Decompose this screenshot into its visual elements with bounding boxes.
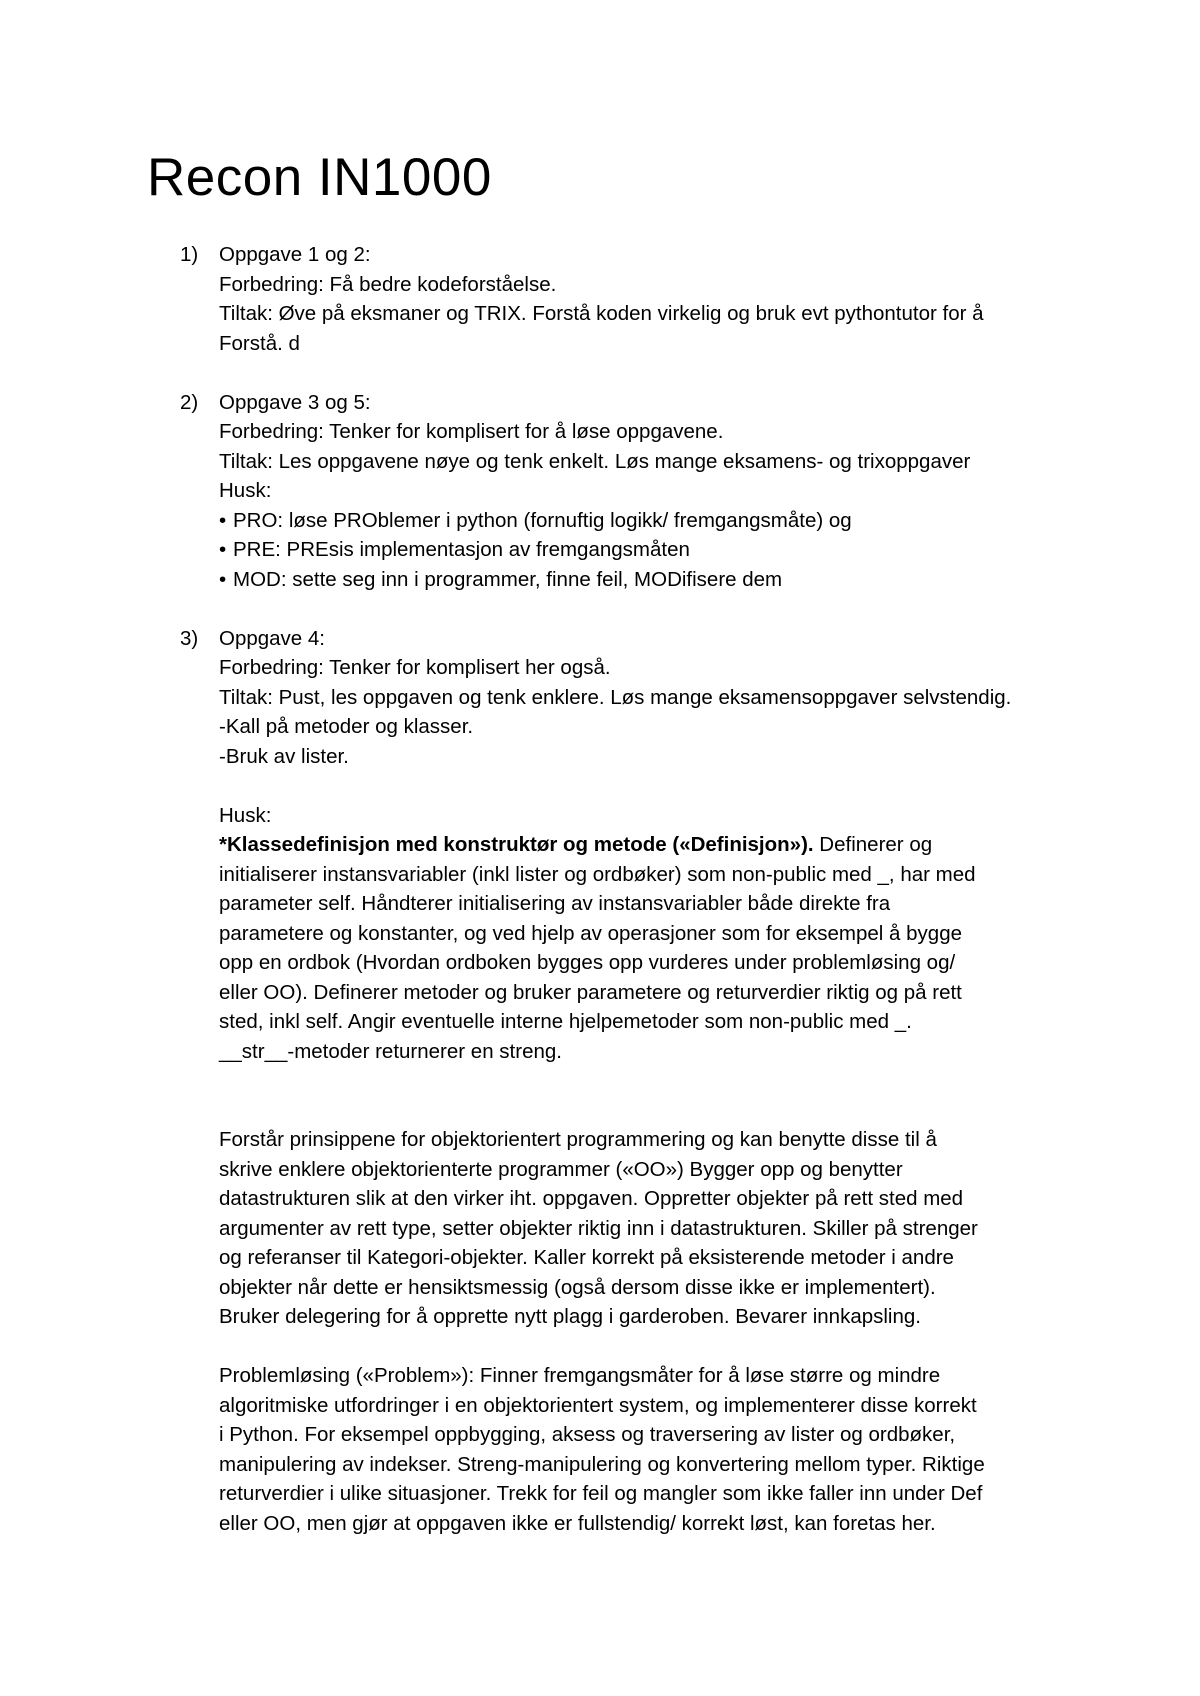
list-item-3 [180, 624, 1080, 1539]
definition-paragraph [219, 830, 1080, 1066]
list-item-2 [180, 388, 1080, 595]
oo-text-line: datastrukturen slik at den virker iht. oppgaven. Oppretter objekter på rett sted med [219, 1187, 964, 1210]
problem-text-line: eller OO, men gjør at oppgaven ikke er fullstendig/ korrekt løst, kan foretas her. [219, 1511, 936, 1535]
problem-text-line: algoritmiske utfordringer i en objektorientert system, og implementerer disse korrekt [219, 1393, 977, 1417]
task-heading: Oppgave 3 og 5: [219, 390, 371, 414]
definition-text-line: parameter self. Håndterer initialisering av instansvariabler både direkte fra [219, 892, 891, 915]
list-number: 3) [180, 626, 199, 650]
action-line: Tiltak: Les oppgavene nøye og tenk enkelt. Løs mange eksamens- og trixoppgaver [219, 449, 971, 473]
action-detail: -Bruk av lister. [219, 744, 349, 768]
spacer [219, 771, 1080, 801]
numbered-list [180, 240, 1080, 1538]
improvement-line: Forbedring: Tenker for komplisert her også. [219, 656, 611, 679]
action-line-continued: Forstå. d [219, 331, 300, 355]
oo-text-line: skrive enklere objektorienterte programmer («OO») Bygger opp og benytter [219, 1157, 903, 1181]
bullet-icon: • [219, 538, 227, 561]
oo-text-line: Bruker delegering for å opprette nytt plagg i garderoben. Bevarer innkapsling. [219, 1305, 921, 1328]
bullet-item [219, 535, 1080, 565]
bullet-text: PRE: PREsis implementasjon av fremgangsmåten [233, 538, 690, 561]
improvement-line: Forbedring: Tenker for komplisert for å løse oppgavene. [219, 420, 724, 443]
action-detail: -Kall på metoder og klasser. [219, 715, 474, 738]
definition-text-line: initialiserer instansvariabler (inkl lister og ordbøker) som non-public med _, har med [219, 862, 976, 886]
oo-text-line: objekter når dette er hensiktsmessig (også dersom disse ikke er implementert). [219, 1275, 936, 1299]
list-item-content [219, 388, 1080, 595]
definition-text-line: sted, inkl self. Angir eventuelle interne hjelpemetoder som non-public med _. [219, 1010, 912, 1033]
problem-text-line: i Python. For eksempel oppbygging, aksess og traversering av lister og ordbøker, [219, 1423, 956, 1446]
oo-paragraph [219, 1125, 1080, 1332]
spacer [219, 1332, 1080, 1362]
definition-text-line: __str__-metoder returnerer en streng. [219, 1039, 562, 1063]
definition-heading: *Klassedefinisjon med konstruktør og metode («Definisjon»). [219, 833, 814, 856]
bullet-item [219, 565, 1080, 595]
problem-paragraph [219, 1361, 1080, 1538]
definition-text-line: eller OO). Definerer metoder og bruker parametere og returverdier riktig og på rett [219, 980, 962, 1004]
task-heading: Oppgave 4: [219, 626, 325, 650]
bullet-icon: • [219, 567, 227, 591]
list-number: 2) [180, 390, 199, 414]
action-line: Tiltak: Øve på eksmaner og TRIX. Forstå koden virkelig og bruk evt pythontutor for å [219, 302, 984, 325]
oo-text-line: Forstår prinsippene for objektorientert programmering og kan benytte disse til å [219, 1128, 937, 1151]
oo-text-line: argumenter av rett type, setter objekter riktig inn i datastrukturen. Skiller på strenger [219, 1216, 978, 1240]
action-line: Tiltak: Pust, les oppgaven og tenk enklere. Løs mange eksamensoppgaver selvstendig. [219, 685, 1012, 709]
definition-text-line: opp en ordbok (Hvordan ordboken bygges opp vurderes under problemløsing og/ [219, 951, 956, 974]
oo-text-line: og referanser til Kategori-objekter. Kaller korrekt på eksisterende metoder i andre [219, 1246, 954, 1269]
improvement-line: Forbedring: Få bedre kodeforståelse. [219, 272, 557, 296]
list-item-content [219, 624, 1080, 1539]
remember-label: Husk: [219, 479, 272, 502]
definition-text: Definerer og [813, 833, 933, 856]
list-item-content [219, 240, 1080, 358]
definition-first-line [219, 830, 1080, 860]
spacer [219, 1066, 1080, 1125]
remember-label: Husk: [219, 803, 272, 827]
task-heading: Oppgave 1 og 2: [219, 243, 371, 266]
bullet-item [219, 506, 1080, 536]
problem-text-line: manipulering av indekser. Streng-manipulering og konvertering mellom typer. Riktige [219, 1452, 985, 1476]
definition-text-line: parametere og konstanter, og ved hjelp av operasjoner som for eksempel å bygge [219, 921, 962, 945]
problem-text-line: Problemløsing («Problem»): Finner fremgangsmåter for å løse større og mindre [219, 1364, 941, 1387]
list-item-1 [180, 240, 1080, 358]
bullet-text: MOD: sette seg inn i programmer, finne feil, MODifisere dem [233, 567, 783, 591]
bullet-icon: • [219, 508, 227, 532]
document-title: Recon IN1000 [147, 148, 492, 207]
bullet-text: PRO: løse PROblemer i python (fornuftig logikk/ fremgangsmåte) og [233, 508, 852, 532]
list-number: 1) [180, 243, 199, 266]
problem-text-line: returverdier i ulike situasjoner. Trekk for feil og mangler som ikke faller inn under Def [219, 1482, 983, 1505]
